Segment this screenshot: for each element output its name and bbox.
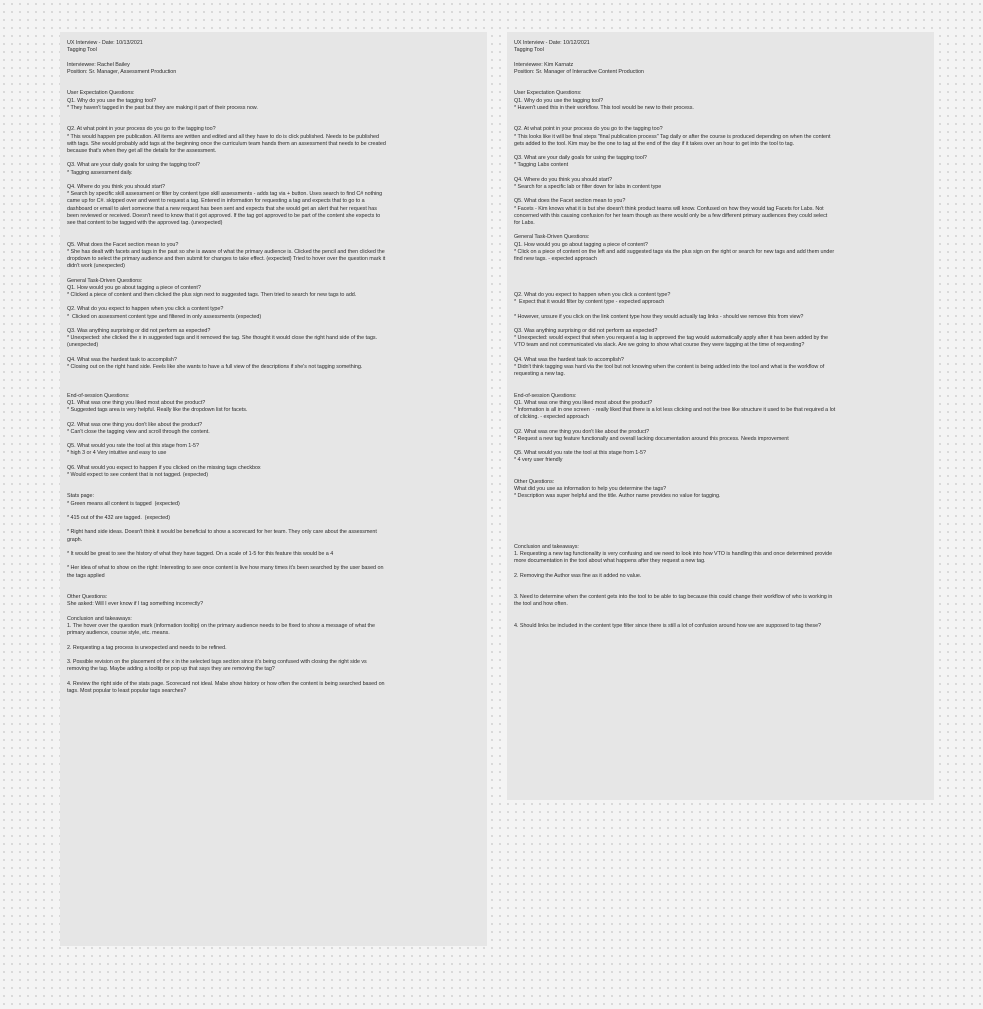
note-line: * Didn't think tagging was hard via the tool but not knowing when the content is being added into the tool and what is the workflow of — [514, 363, 825, 370]
blank-line — [67, 299, 481, 306]
blank-line — [67, 436, 481, 443]
note-line: Q5. What would you rate the tool at this stage from 1-5? — [67, 443, 199, 450]
note-line: General Task-Driven Questions: — [514, 234, 590, 241]
note-line: Q3. What are your daily goals for using the tagging tool? — [514, 155, 647, 162]
note-line: Q1. What was one thing you liked most about the product? — [67, 399, 206, 406]
blank-line — [67, 112, 481, 119]
blank-line — [514, 522, 928, 529]
note-line: She asked: Will I ever know if I tag something incorrectly? — [67, 601, 204, 608]
interview-note-rachel-bailey[interactable] — [60, 32, 487, 946]
note-line: User Expectation Questions: — [514, 90, 582, 97]
note-line: gets added to the tool. Kim may be the one to tag at the end of the day if it takes over an hour to get into the tool to tag. — [514, 140, 795, 147]
note-line: * Search for a specific lab or filter down for labs in content type — [514, 183, 662, 190]
note-line: the tool and how often. — [514, 601, 568, 608]
note-line: * Would expect to see content that is not tagged. (expected) — [67, 471, 209, 478]
blank-line — [67, 479, 481, 486]
note-line: Q4. What was the hardest task to accomplish? — [514, 356, 624, 363]
blank-line — [514, 587, 928, 594]
note-line: * Haven't used this in their workflow. This tool would be new to their process. — [514, 104, 694, 111]
note-line: User Expectation Questions: — [67, 90, 135, 97]
blank-line — [514, 508, 928, 515]
blank-line — [67, 378, 481, 385]
note-line: tags. Most popular to least popular tags searches? — [67, 687, 187, 694]
note-line: more documentation in the tool about what happens after they request a new tag. — [514, 558, 706, 565]
note-line: Conclusion and takeaways: — [514, 543, 579, 550]
blank-line — [514, 263, 928, 270]
note-line: Q6. What would you expect to happen if you clicked on the missing tags checkbox — [67, 464, 261, 471]
note-line: Position: Sr. Manager of Interactive Content Production — [514, 68, 644, 75]
blank-line — [67, 119, 481, 126]
note-line: * Tagging assessment daily. — [67, 169, 133, 176]
blank-line — [67, 414, 481, 421]
note-line: came up for C#. skipped over and went to request a tag. Entered in information for requesting a tag and expects that to go to a — [67, 198, 365, 205]
note-line: Q3. Was anything surprising or did not perform as expected? — [67, 327, 211, 334]
blank-line — [514, 112, 928, 119]
note-line: * However, unsure if you click on the link content type how they would actually tag links - should we remove this from view? — [514, 313, 804, 320]
blank-line — [67, 177, 481, 184]
blank-line — [67, 234, 481, 241]
blank-line — [514, 501, 928, 508]
blank-line — [514, 148, 928, 155]
blank-line — [514, 227, 928, 234]
note-line: * Expect that it would filter by content type - expected approach — [514, 299, 665, 306]
blank-line — [67, 673, 481, 680]
note-line: * high 3 or 4 Very intuitive and easy to use — [67, 450, 167, 457]
note-line: * Closing out on the right hand side. Feels like she wants to have a full view of the descriptions if she's not tagging something. — [67, 363, 363, 370]
note-line: Q2. What do you expect to happen when you click a content type? — [514, 291, 671, 298]
blank-line — [514, 537, 928, 544]
note-line: dashboard or email to alert someone that a new request has been sent and expects that she would get an alert that her request has — [67, 205, 377, 212]
note-line: 3. Possible revision on the placement of the x in the selected tags section since it's being confused with closing the right side vs — [67, 659, 367, 665]
blank-line — [67, 522, 481, 529]
note-line: * Clicked on assessment content type and filtered in only assessments (expected) — [67, 313, 262, 320]
note-line: * Can't close the tagging view and scroll through the content. — [67, 428, 210, 435]
note-line: * They haven't tagged in the past but they are making it part of their process now. — [67, 104, 258, 111]
blank-line — [514, 616, 928, 623]
note-line: the tags applied — [67, 572, 105, 579]
note-line: Q4. Where do you think you should start? — [514, 176, 612, 183]
blank-line — [67, 508, 481, 515]
blank-line — [67, 609, 481, 616]
note-line: see that content to be tagged with the approved tag. (unexpected) — [67, 219, 223, 226]
note-line: graph. — [67, 536, 83, 543]
note-line: for Labs. — [514, 219, 535, 226]
blank-line — [67, 76, 481, 83]
note-line: UX Interview - Date: 10/13/2021 — [67, 40, 143, 46]
note-line: Q4. Where do you think you should start? — [67, 183, 165, 190]
note-line: (unexpected) — [67, 342, 99, 349]
note-line: * Suggested tags area is very helpful. Really like the dropdown list for facets. — [67, 407, 248, 414]
note-line: Interviewee: Rachel Bailey — [67, 61, 130, 68]
note-line: * Description was super helpful and the title. Author name provides no value for tagging. — [514, 493, 721, 500]
note-line: Q1. What was one thing you liked most about the product? — [514, 399, 653, 406]
note-line: 4. Review the right side of the stats page. Scorecard not ideal. Mabe show history or how often the content is being searched based on — [67, 680, 385, 687]
note-line: Q4. What was the hardest task to accomplish? — [67, 356, 177, 363]
note-line: Other Questions: — [514, 479, 555, 486]
note-line: * Her idea of what to show on the right: Interesting to see once content is live how many times it's been searched by the user based on — [67, 565, 384, 572]
note-line: with tags. She would probably add tags at the beginning once the curriculum team hands them an assessment that needs to be created — [67, 140, 386, 147]
note-line: find new tags. - expected approach — [514, 255, 597, 262]
note-line: 1. The hover over the question mark (information tooltip) on the primary audience needs to be fixed to show a message of what the — [67, 623, 375, 630]
note-line: removing the tag. Maybe adding a tooltip or pop up that says they are removing the tag? — [67, 666, 275, 673]
blank-line — [514, 421, 928, 428]
blank-line — [514, 529, 928, 536]
blank-line — [514, 119, 928, 126]
blank-line — [514, 54, 928, 61]
note-line: 2. Requesting a tag process is unexpected and needs to be refined. — [67, 644, 227, 651]
note-line: * 415 out of the 432 are tagged. (expected) — [67, 515, 170, 522]
note-line: General Task-Driven Questions: — [67, 277, 143, 284]
note-line: Q5. What does the Facet section mean to you? — [67, 241, 179, 248]
blank-line — [514, 385, 928, 392]
blank-line — [514, 285, 928, 292]
note-line: VTO team and not communicated via slack. Are we going to show what course they were tagging at the time of requesting? — [514, 342, 805, 349]
note-line: Q1. How would you go about tagging a piece of content? — [67, 284, 201, 291]
note-line: Q2. What do you expect to happen when you click a content type? — [67, 306, 224, 313]
note-line: * Unexpected: would expect that when you request a tag is approved the tag would automatically apply after it has been added by the — [514, 335, 829, 342]
note-line: * She has dealt with facets and tags in the past so she is aware of what the primary audience is. Clicked the pencil and then clicked the — [67, 248, 385, 255]
blank-line — [67, 321, 481, 328]
note-line: requesting a new tag. — [514, 371, 565, 378]
blank-line — [67, 637, 481, 644]
note-line: Stats page: — [67, 493, 94, 500]
blank-line — [514, 321, 928, 328]
note-line: Interviewee: Kim Karnatz — [514, 61, 574, 68]
note-line: primary audience, course style, etc. means. — [67, 630, 170, 637]
note-line: Tagging Tool — [514, 47, 544, 54]
note-line: Q3. Was anything surprising or did not perform as expected? — [514, 327, 658, 334]
blank-line — [67, 54, 481, 61]
note-line: * Information is all in one screen - really liked that there is a lot less clicking and not the tree like structure it used to be that required a lot — [514, 407, 836, 414]
blank-line — [514, 443, 928, 450]
note-line: * This would happen pre publication. All items are written and edited and all they have to do is click published. Needs to be published — [67, 133, 379, 140]
blank-line — [514, 76, 928, 83]
note-line: * Click on a piece of content on the left and add suggested tags via the plus sign on the right or search for new tags and add them under — [514, 248, 835, 255]
blank-line — [67, 458, 481, 465]
note-line: Other Questions: — [67, 594, 108, 601]
blank-line — [514, 278, 928, 285]
blank-line — [514, 378, 928, 385]
note-line: * Unexpected: she clicked the x in suggested tags and it removed the tag. She thought it would close the right hand side of the tags. — [67, 335, 378, 342]
blank-line — [67, 155, 481, 162]
note-line: been reviewed or received. Doesn't need to know that it got approved. If the tag got approved to be part of the content she expects to — [67, 212, 381, 219]
note-line: Tagging Tool — [67, 47, 97, 54]
blank-line — [514, 350, 928, 357]
note-line: of clicking. - expected approach — [514, 414, 589, 421]
note-line: Conclusion and takeaways: — [67, 615, 132, 622]
note-line: Q2. At what point in your process do you go to the tagging too? — [514, 126, 663, 133]
blank-line — [514, 580, 928, 587]
note-line: * Facets - Kim knows what it is but she doesn't think product teams will know. Confused on how they would tag Facets for Labs. Not — [514, 205, 824, 212]
note-line: didn't work (unexpected) — [67, 263, 125, 270]
note-line: * Request a new tag feature functionally and overall lacking documentation around this process. Needs improvement — [514, 435, 789, 442]
note-line: Q1. Why do you use the tagging tool? — [67, 97, 157, 104]
note-line: * It would be great to see the history of what they have tagged. On a scale of 1-5 for this feature this would be a 4 — [67, 551, 334, 558]
interview-note-kim-karnatz[interactable] — [507, 32, 934, 800]
note-line: Q1. How would you go about tagging a piece of content? — [514, 241, 648, 248]
blank-line — [514, 565, 928, 572]
note-line: Q5. What does the Facet section mean to you? — [514, 198, 626, 205]
blank-line — [67, 350, 481, 357]
blank-line — [67, 83, 481, 90]
blank-line — [67, 558, 481, 565]
note-line: concerned with this causing confusion for her team though as there would only be a few different primary audiences they could select — [514, 212, 828, 219]
blank-line — [514, 170, 928, 177]
note-line: 3. Need to determine when the content gets into the tool to be able to tag because this could change their workflow of who is working in — [514, 594, 833, 601]
blank-line — [514, 472, 928, 479]
note-line: * Clicked a piece of content and then clicked the plus sign next to suggested tags. Then tried to search for new tags to add. — [67, 291, 357, 298]
note-line: because that's when they get all the details for the assessment. — [67, 147, 217, 154]
blank-line — [67, 652, 481, 659]
blank-line — [67, 580, 481, 587]
note-line: * Tagging Labs content — [514, 162, 569, 169]
blank-line — [514, 191, 928, 198]
note-line: Q2. At what point in your process do you go to the tagging too? — [67, 126, 216, 133]
note-line: Position: Sr. Manager, Assessment Production — [67, 68, 177, 75]
note-line: UX Interview - Date: 10/12/2021 — [514, 40, 590, 46]
note-line: * This looks like it will be final steps "final publication process" Tag daily or after the course is produced depending on when the content — [514, 133, 831, 140]
note-line: End-of-session Questions: — [67, 392, 130, 399]
blank-line — [67, 227, 481, 234]
note-line: * Right hand side ideas. Doesn't think it would be beneficial to show a scorecard for her team. They only care about the assessment — [67, 529, 377, 536]
note-line: 1. Requesting a new tag functionality is very confusing and we need to look into how VTO is handling this and once determined provide — [514, 550, 833, 557]
blank-line — [67, 486, 481, 493]
note-line: What did you use as information to help you determine the tags? — [514, 486, 667, 493]
blank-line — [67, 587, 481, 594]
blank-line — [514, 83, 928, 90]
note-line: * Search by specific skill assessment or filter by content type skill assessments - adds tag via + button. Uses search to find C# nothing — [67, 191, 383, 198]
note-line: End-of-session Questions: — [514, 392, 577, 399]
note-line: Q5. What would you rate the tool at this stage from 1-5? — [514, 450, 646, 457]
blank-line — [67, 544, 481, 551]
note-line: Q2. What was one thing you don't like about the product? — [67, 421, 203, 428]
blank-line — [67, 371, 481, 378]
note-line: Q1. Why do you use the tagging tool? — [514, 97, 604, 104]
blank-line — [514, 270, 928, 277]
note-line: * Green means all content is tagged (expected) — [67, 500, 180, 507]
note-line: 2. Removing the Author was fine as it added no value. — [514, 572, 642, 579]
blank-line — [67, 270, 481, 277]
note-line: Q2. What was one thing you don't like about the product? — [514, 428, 650, 435]
note-line: * 4 very user friendly — [514, 457, 563, 464]
note-line: 4. Should links be included in the content type filter since there is still a lot of confusion around how we are supposed to tag these? — [514, 622, 822, 629]
note-line: dropdown to select the primary audience and then submit for changes to take effect. (expected) Tried to hover over the question mark it — [67, 255, 386, 262]
blank-line — [514, 465, 928, 472]
blank-line — [514, 515, 928, 522]
blank-line — [514, 609, 928, 616]
blank-line — [67, 386, 481, 393]
blank-line — [514, 306, 928, 313]
note-line: Q3. What are your daily goals for using the tagging tool? — [67, 162, 200, 169]
